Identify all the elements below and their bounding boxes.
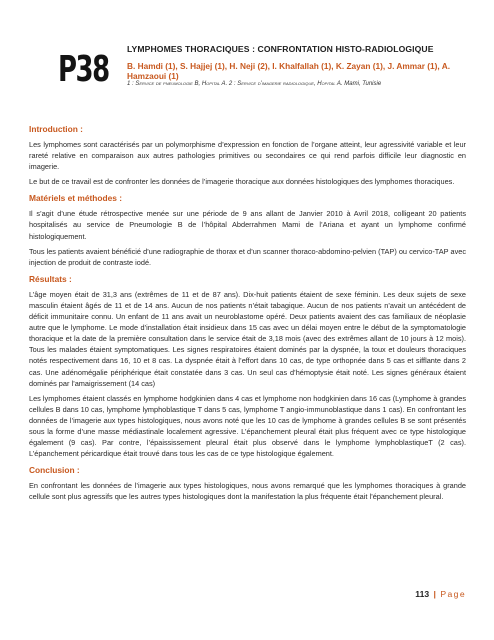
page-number: 113 [415, 589, 430, 599]
intro-paragraph: Les lymphomes sont caractérisés par un polymorphisme d’expression en fonction de l’organe atteint, leur agressivité variable et leur rareté relative en comparaison aux autres pathologies primitives ou secondaires ce qui rend parfois difficile leur diagnostic en imagerie. [29, 140, 466, 172]
author-list: B. Hamdi (1), S. Hajjej (1), H. Neji (2), I. Khalfallah (1), K. Zayan (1), J. Ammar (1), A. Hamzaoui (1) [127, 61, 451, 81]
conclusion-paragraph: En confrontant les données de l’imagerie aux types histologiques, nous avons remarqué que les lymphomes thoraciques à grande cellule sont plus agressifs que les autres types histologiques dont la manifestation la plus fréquente était l’épanchement pleural. [29, 481, 466, 502]
results-heading: Résultats : [29, 273, 72, 284]
methods-paragraph: Il s’agit d’une étude rétrospective menée sur une période de 9 ans allant de Janvier 2010 à Avril 2018, colligeant 20 patients hospitalisés au service de Pneumologie B de l’hôpital Abderrahmen Mami de l’Ariana et ayant un lymphome confirmé histologiquement. [29, 209, 466, 241]
methods-heading: Matériels et méthodes : [29, 193, 123, 204]
conclusion-heading: Conclusion : [29, 465, 80, 476]
results-paragraph: L’âge moyen était de 31,3 ans (extrêmes de 11 et de 87 ans). Dix-huit patients étaient de sexe féminin. Les deux sujets de sexe masculin étaient âgés de 11 et de 14 ans. Aucun de nos patients n’était tabagique. Aucun de nos patients n’avait un antécédent de déficit immunitaire connu. Un enfant de 11 ans avait un neuroblastome opéré. Deux patients avaient des cas familiaux de néoplasie autre que le lymphome. Le mode d’installation était insidieux dans 15 cas avec un délai moyen entre le début de la symptomatologie thoracique et la date de la première consultation dans le service était de 3,18 mois (avec des extrêmes allant de 10 jours à 12 mois). Tous les malades étaient symptomatiques. Les signes respiratoires étaient dominés par la dyspnée, la toux et douleurs thoraciques notés respectivement dans 16, 10 et 8 cas. La dyspnée était à l’effort dans 10 cas, de type orthopnée dans 5 cas et sifflante dans 2 cas. Une adénomégalie périphérique était constatée dans 3 cas. Un seul cas d’hémoptysie était noté. Les signes généraux étaient dominés par l’amaigrissement (14 cas) [29, 289, 466, 388]
footer-separator: | [433, 589, 436, 599]
article-body [29, 124, 466, 502]
methods-paragraph: Tous les patients avaient bénéficié d’une radiographie de thorax et d’un scanner thoraco-abdomino-pelvien (TAP) ou cervico-TAP avec injection de produit de contraste iodé. [29, 246, 466, 267]
results-paragraph: Les lymphomes étaient classés en lymphome hodgkinien dans 4 cas et lymphome non hodgkinien dans 16 cas (Lymphome à grandes cellules B dans 10 cas, lymphome lymphoblastique T dans 5 cas, lymphome T angio-immunoblastique dans 1 cas). En confrontant les données de l’imagerie aux types histologiques, nous avons noté que les 10 cas de lymphome à grandes cellules B se sont présentés sous la forme d’une masse médiastinale localement agressive. L’épanchement pleural était plus fréquent avec ce type histologique également (9 cas). Par contre, l’épaississement pleural était plus observé dans le lymphome lymphoblastiqueT (2 cas). L’épanchement péricardique était trouvé dans tous les cas de ce type histologique également. [29, 393, 466, 459]
poster-code: P38 [58, 49, 109, 90]
affiliations: 1 : Service de pneumologie B, Hopital A. 2 : Service d'imagerie radiologique, Hopital A. Mami, Tunisie [127, 81, 382, 87]
intro-heading: Introduction : [29, 124, 83, 134]
poster-title: LYMPHOMES THORACIQUES : CONFRONTATION HISTO-RADIOLOGIQUE [127, 44, 434, 54]
page-footer [415, 589, 466, 599]
page-label: Page [440, 589, 466, 599]
intro-paragraph: Le but de ce travail est de confronter les données de l’imagerie thoracique aux données histologiques des lymphomes thoraciques. [29, 177, 455, 187]
